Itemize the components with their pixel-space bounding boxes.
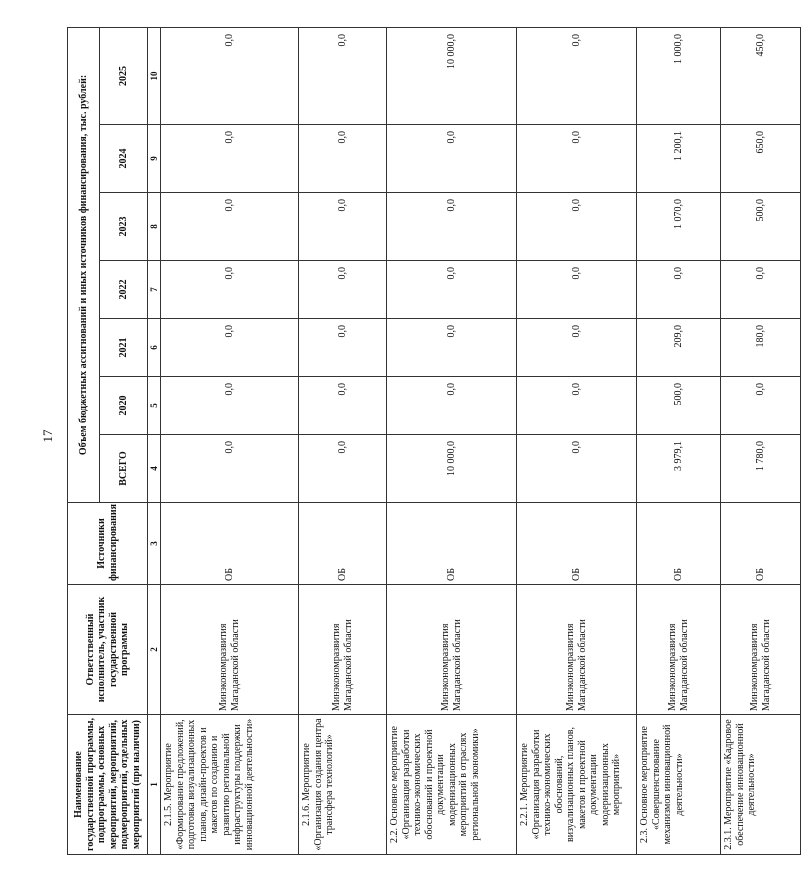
row-responsible: Минэкономразвития Магаданской области <box>299 585 387 715</box>
row-value: 0,0 <box>517 261 637 319</box>
table-row <box>387 27 517 854</box>
table-row <box>161 27 299 854</box>
header-year: 2024 <box>100 125 148 193</box>
row-value: 0,0 <box>387 261 517 319</box>
row-value: 0,0 <box>721 261 801 319</box>
row-source: ОБ <box>721 503 801 585</box>
row-value: 0,0 <box>161 27 299 124</box>
row-value: 0,0 <box>721 377 801 435</box>
row-value: 0,0 <box>517 377 637 435</box>
row-value: 500,0 <box>637 377 721 435</box>
row-name: 2.3.1. Мероприятие «Кадровое обеспечение инновационной деятельности» <box>721 715 801 855</box>
row-value: 0,0 <box>161 125 299 193</box>
row-value: 0,0 <box>299 27 387 124</box>
row-value: 0,0 <box>387 319 517 377</box>
row-value: 0,0 <box>161 319 299 377</box>
header-financing-group: Объем бюджетных ассигнований и иных источников финансирования, тыс. рублей: <box>68 27 100 502</box>
row-responsible: Минэкономразвития Магаданской области <box>517 585 637 715</box>
column-number: 2 <box>148 585 161 715</box>
row-value: 450,0 <box>721 27 801 124</box>
row-value: 1 000,0 <box>637 27 721 124</box>
row-value: 10 000,0 <box>387 27 517 124</box>
header-year: 2023 <box>100 193 148 261</box>
header-year: 2025 <box>100 27 148 124</box>
column-number: 9 <box>148 125 161 193</box>
table-row <box>637 27 721 854</box>
row-source: ОБ <box>161 503 299 585</box>
row-source: ОБ <box>637 503 721 585</box>
header-responsible: Ответственный исполнитель, участник государственной программы <box>68 585 148 715</box>
row-name: 2.3. Основное мероприятие «Совершенствование механизмов инновационной деятельности» <box>637 715 721 855</box>
page-number: 17 <box>40 429 55 443</box>
row-value: 0,0 <box>299 193 387 261</box>
row-responsible: Минэкономразвития Магаданской области <box>387 585 517 715</box>
row-value: 0,0 <box>387 193 517 261</box>
table-row <box>517 27 637 854</box>
row-source: ОБ <box>517 503 637 585</box>
row-value: 0,0 <box>637 261 721 319</box>
row-value: 209,0 <box>637 319 721 377</box>
header-year: 2020 <box>100 377 148 435</box>
column-number: 6 <box>148 319 161 377</box>
row-value: 0,0 <box>299 319 387 377</box>
row-value: 3 979,1 <box>637 435 721 503</box>
column-number: 10 <box>148 27 161 124</box>
row-value: 0,0 <box>387 125 517 193</box>
row-value: 0,0 <box>517 435 637 503</box>
header-year: 2021 <box>100 319 148 377</box>
row-value: 10 000,0 <box>387 435 517 503</box>
row-value: 0,0 <box>161 193 299 261</box>
row-name: 2.1.5. Мероприятие «Формирование предложений, подготовка визуализационных планов, дизайн-проектов и макетов по созданию и развитию региональной инфраструктуры поддержки инновационной деятельности» <box>161 715 299 855</box>
header-total: ВСЕГО <box>100 435 148 503</box>
row-value: 0,0 <box>161 435 299 503</box>
row-source: ОБ <box>299 503 387 585</box>
row-name: 2.1.6. Мероприятие «Организация создания центра трансфера технологий» <box>299 715 387 855</box>
header-source: Источники финансирования <box>68 503 148 585</box>
row-source: ОБ <box>387 503 517 585</box>
table-row <box>299 27 387 854</box>
row-value: 0,0 <box>517 319 637 377</box>
row-value: 0,0 <box>299 435 387 503</box>
row-name: 2.2.1. Мероприятие «Организация разработки технико-экономических обоснований, визуализационных планов, макетов и проектной документации модернизационных мероприятий» <box>517 715 637 855</box>
row-value: 0,0 <box>517 193 637 261</box>
row-value: 0,0 <box>517 27 637 124</box>
row-value: 0,0 <box>299 125 387 193</box>
rotated-table-container <box>67 28 772 855</box>
row-responsible: Минэкономразвития Магаданской области <box>637 585 721 715</box>
header-name: Наименование государственной программы, подпрограммы, основных мероприятий, мероприятий, подмероприятий, отдельных мероприятий (при наличии) <box>68 715 148 855</box>
column-number: 4 <box>148 435 161 503</box>
table-row <box>721 27 801 854</box>
row-value: 500,0 <box>721 193 801 261</box>
row-value: 1 200,1 <box>637 125 721 193</box>
column-number: 1 <box>148 715 161 855</box>
row-value: 0,0 <box>161 377 299 435</box>
row-value: 180,0 <box>721 319 801 377</box>
row-value: 0,0 <box>387 377 517 435</box>
row-value: 0,0 <box>299 261 387 319</box>
row-value: 1 780,0 <box>721 435 801 503</box>
table-body <box>161 27 801 854</box>
row-value: 0,0 <box>299 377 387 435</box>
financing-table <box>67 27 801 855</box>
header-year: 2022 <box>100 261 148 319</box>
row-responsible: Минэкономразвития Магаданской области <box>161 585 299 715</box>
row-value: 0,0 <box>161 261 299 319</box>
column-number: 3 <box>148 503 161 585</box>
column-number: 7 <box>148 261 161 319</box>
column-number: 5 <box>148 377 161 435</box>
column-number-row <box>148 27 161 854</box>
column-number: 8 <box>148 193 161 261</box>
row-value: 1 070,0 <box>637 193 721 261</box>
row-name: 2.2. Основное мероприятие «Организация разработки технико-экономических обоснований и проектной документации модернизационных мероприятий в отраслях региональной экономики» <box>387 715 517 855</box>
row-value: 650,0 <box>721 125 801 193</box>
row-value: 0,0 <box>517 125 637 193</box>
row-responsible: Минэкономразвития Магаданской области <box>721 585 801 715</box>
